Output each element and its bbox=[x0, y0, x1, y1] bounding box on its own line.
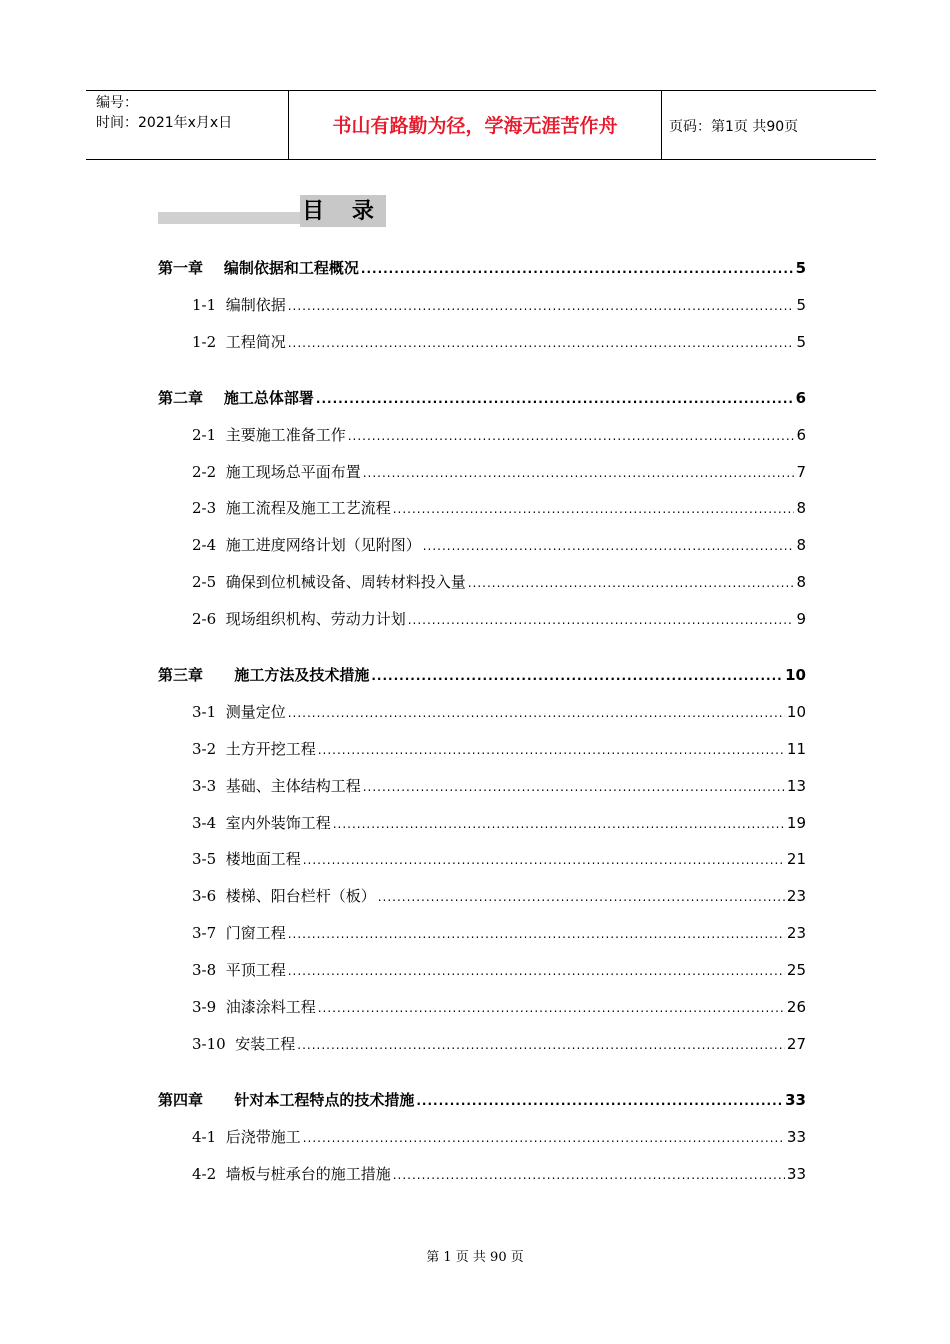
toc-entry-page: 5 bbox=[796, 333, 806, 351]
toc-entry-label: 3-7 门窗工程 bbox=[192, 924, 286, 942]
toc-entry-page: 5 bbox=[795, 259, 806, 277]
toc-chapter-entry[interactable] bbox=[158, 257, 806, 279]
toc-entry-page: 6 bbox=[796, 426, 806, 444]
header-motto: 书山有路勤为径，学海无涯苦作舟 bbox=[332, 115, 618, 137]
toc-section-entry[interactable] bbox=[192, 1126, 806, 1148]
page-header bbox=[86, 90, 876, 160]
toc-chapter-entry[interactable] bbox=[158, 1089, 806, 1111]
toc-section-entry[interactable] bbox=[192, 424, 806, 446]
toc-entry-label: 第四章 针对本工程特点的技术措施 bbox=[158, 1091, 415, 1109]
toc-section-entry[interactable] bbox=[192, 461, 806, 483]
toc-entry-label: 4-1 后浇带施工 bbox=[192, 1128, 301, 1146]
toc-leader-dots bbox=[288, 332, 795, 354]
toc-entry-label: 第一章 编制依据和工程概况 bbox=[158, 259, 359, 277]
toc-leader-dots bbox=[361, 258, 794, 280]
header-page-info: 页码：第1页 共90页 bbox=[669, 119, 799, 135]
toc-leader-dots bbox=[303, 1127, 785, 1149]
toc-entry-label: 1-2 工程简况 bbox=[192, 333, 286, 351]
header-divider bbox=[661, 91, 662, 159]
toc-entry-label: 2-6 现场组织机构、劳动力计划 bbox=[192, 610, 406, 628]
toc-leader-dots bbox=[393, 1164, 785, 1186]
toc-leader-dots bbox=[288, 295, 795, 317]
toc-entry-label: 3-5 楼地面工程 bbox=[192, 850, 301, 868]
toc-leader-dots bbox=[363, 462, 795, 484]
toc-entry-page: 33 bbox=[785, 1091, 806, 1109]
toc-section-entry[interactable] bbox=[192, 959, 806, 981]
toc-entry-page: 11 bbox=[786, 740, 806, 758]
toc-section-entry[interactable] bbox=[192, 812, 806, 834]
toc-section-entry[interactable] bbox=[192, 738, 806, 760]
toc-entry-page: 23 bbox=[786, 887, 806, 905]
toc-entry-label: 3-8 平顶工程 bbox=[192, 961, 286, 979]
toc-entry-label: 第三章 施工方法及技术措施 bbox=[158, 666, 370, 684]
toc-leader-dots bbox=[371, 665, 783, 687]
toc-section-entry[interactable] bbox=[192, 534, 806, 556]
toc-section-entry[interactable] bbox=[192, 922, 806, 944]
toc-title-decoration bbox=[158, 212, 300, 224]
toc-entry-page: 27 bbox=[786, 1035, 806, 1053]
toc-section-entry[interactable] bbox=[192, 608, 806, 630]
toc-leader-dots bbox=[316, 388, 794, 410]
toc-chapter-entry[interactable] bbox=[158, 387, 806, 409]
toc-leader-dots bbox=[363, 776, 785, 798]
toc-section-entry[interactable] bbox=[192, 294, 806, 316]
toc-leader-dots bbox=[288, 702, 785, 724]
toc-entry-label: 3-2 土方开挖工程 bbox=[192, 740, 316, 758]
toc-leader-dots bbox=[393, 498, 795, 520]
toc-entry-page: 10 bbox=[785, 666, 806, 684]
toc-entry-page: 26 bbox=[786, 998, 806, 1016]
page-footer: 第 1 页 共 90 页 bbox=[426, 1250, 524, 1265]
toc-leader-dots bbox=[288, 923, 785, 945]
toc-entry-page: 8 bbox=[796, 536, 806, 554]
toc-entry-page: 9 bbox=[796, 610, 806, 628]
toc-leader-dots bbox=[318, 739, 785, 761]
toc-entry-page: 5 bbox=[796, 296, 806, 314]
toc-entry-label: 3-3 基础、主体结构工程 bbox=[192, 777, 361, 795]
toc-entry-label: 2-5 确保到位机械设备、周转材料投入量 bbox=[192, 573, 466, 591]
toc-leader-dots bbox=[303, 849, 785, 871]
toc-section-entry[interactable] bbox=[192, 701, 806, 723]
toc-entry-page: 8 bbox=[796, 573, 806, 591]
toc-entry-page: 23 bbox=[786, 924, 806, 942]
toc-leader-dots bbox=[423, 535, 795, 557]
toc-leader-dots bbox=[297, 1034, 785, 1056]
toc-entry-label: 1-1 编制依据 bbox=[192, 296, 286, 314]
toc-section-entry[interactable] bbox=[192, 571, 806, 593]
toc-leader-dots bbox=[318, 997, 785, 1019]
toc-section-entry[interactable] bbox=[192, 497, 806, 519]
toc-entry-label: 第二章 施工总体部署 bbox=[158, 389, 314, 407]
toc-entry-label: 3-1 测量定位 bbox=[192, 703, 286, 721]
toc-leader-dots bbox=[348, 425, 795, 447]
toc-section-entry[interactable] bbox=[192, 1163, 806, 1185]
toc-entry-page: 8 bbox=[796, 499, 806, 517]
toc-section-entry[interactable] bbox=[192, 996, 806, 1018]
toc-entry-page: 25 bbox=[786, 961, 806, 979]
header-meta bbox=[96, 93, 232, 133]
toc-leader-dots bbox=[333, 813, 785, 835]
toc-entry-label: 3-4 室内外装饰工程 bbox=[192, 814, 331, 832]
toc-entry-label: 2-4 施工进度网络计划（见附图） bbox=[192, 536, 421, 554]
toc-leader-dots bbox=[468, 572, 795, 594]
header-code-label: 编号： bbox=[96, 95, 138, 111]
toc-entry-label: 2-3 施工流程及施工工艺流程 bbox=[192, 499, 391, 517]
toc-section-entry[interactable] bbox=[192, 775, 806, 797]
toc-entry-page: 7 bbox=[796, 463, 806, 481]
toc-entry-label: 2-2 施工现场总平面布置 bbox=[192, 463, 361, 481]
toc-entry-page: 19 bbox=[786, 814, 806, 832]
header-time-label: 时间：2021年x月x日 bbox=[96, 115, 233, 131]
toc-title: 目 录 bbox=[300, 195, 386, 227]
toc-entry-page: 33 bbox=[786, 1165, 806, 1183]
toc-leader-dots bbox=[408, 609, 795, 631]
toc-entry-page: 21 bbox=[786, 850, 806, 868]
toc-entry-page: 33 bbox=[786, 1128, 806, 1146]
toc-entry-label: 2-1 主要施工准备工作 bbox=[192, 426, 346, 444]
toc-entry-page: 10 bbox=[786, 703, 806, 721]
toc-entry-label: 3-9 油漆涂料工程 bbox=[192, 998, 316, 1016]
toc-entry-label: 3-10 安装工程 bbox=[192, 1035, 296, 1053]
toc-section-entry[interactable] bbox=[192, 848, 806, 870]
toc-section-entry[interactable] bbox=[192, 885, 806, 907]
toc-section-entry[interactable] bbox=[192, 1033, 806, 1055]
toc-entry-label: 4-2 墙板与桩承台的施工措施 bbox=[192, 1165, 391, 1183]
toc-entry-page: 6 bbox=[795, 389, 806, 407]
toc-chapter-entry[interactable] bbox=[158, 664, 806, 686]
toc-section-entry[interactable] bbox=[192, 331, 806, 353]
toc-entry-page: 13 bbox=[786, 777, 806, 795]
toc-leader-dots bbox=[378, 886, 785, 908]
toc-leader-dots bbox=[288, 960, 785, 982]
toc-leader-dots bbox=[416, 1090, 783, 1112]
toc-entry-label: 3-6 楼梯、阳台栏杆（板） bbox=[192, 887, 376, 905]
